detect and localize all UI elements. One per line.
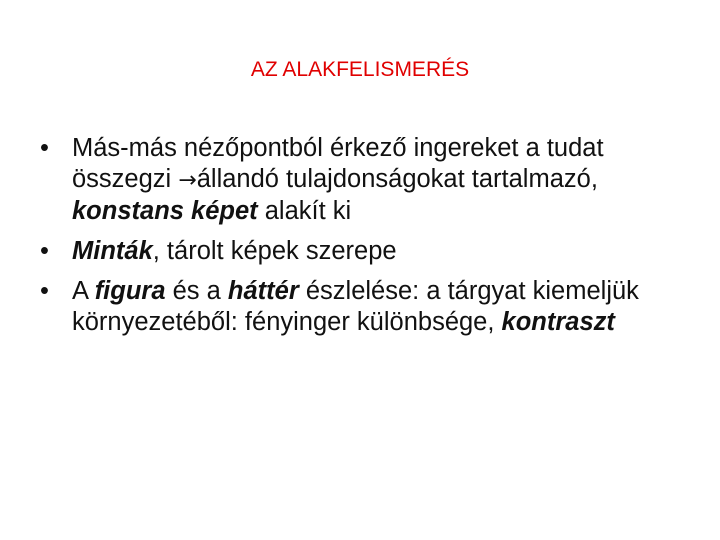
text-run: , tárolt képek szerepe [152, 237, 397, 265]
bullet-item-3 [40, 276, 680, 338]
emphasis-text: figura [94, 277, 166, 305]
bullet-text-2 [72, 236, 680, 267]
text-run: állandó tulajdonságokat tartalmazó, [196, 165, 598, 193]
bullet-list [40, 133, 680, 347]
bullet-text-3 [72, 276, 680, 338]
emphasis-text: Minták [72, 237, 153, 265]
text-run: észlelése: a tárgyat kiemeljük környezetéből: fényinger különbsége, [72, 277, 639, 336]
bullet-item-1 [40, 133, 680, 227]
bullet-text-1 [72, 133, 680, 227]
text-run: alakít ki [257, 197, 352, 225]
emphasis-text: háttér [227, 277, 299, 305]
text-run: és a [165, 277, 228, 305]
bullet-dot-icon: • [40, 237, 49, 265]
bullet-dot-icon: • [40, 277, 49, 305]
slide-title: AZ ALAKFELISMERÉS [250, 58, 470, 81]
emphasis-text: kontraszt [501, 308, 615, 336]
arrow-right-icon: → [178, 168, 197, 193]
bullet-item-2 [40, 236, 680, 267]
bullet-dot-icon: • [40, 134, 49, 162]
emphasis-text: konstans képet [72, 197, 258, 225]
text-run: Más-más nézőpontból érkező ingereket a tudat összegzi [72, 134, 604, 193]
text-run: A [72, 277, 95, 305]
